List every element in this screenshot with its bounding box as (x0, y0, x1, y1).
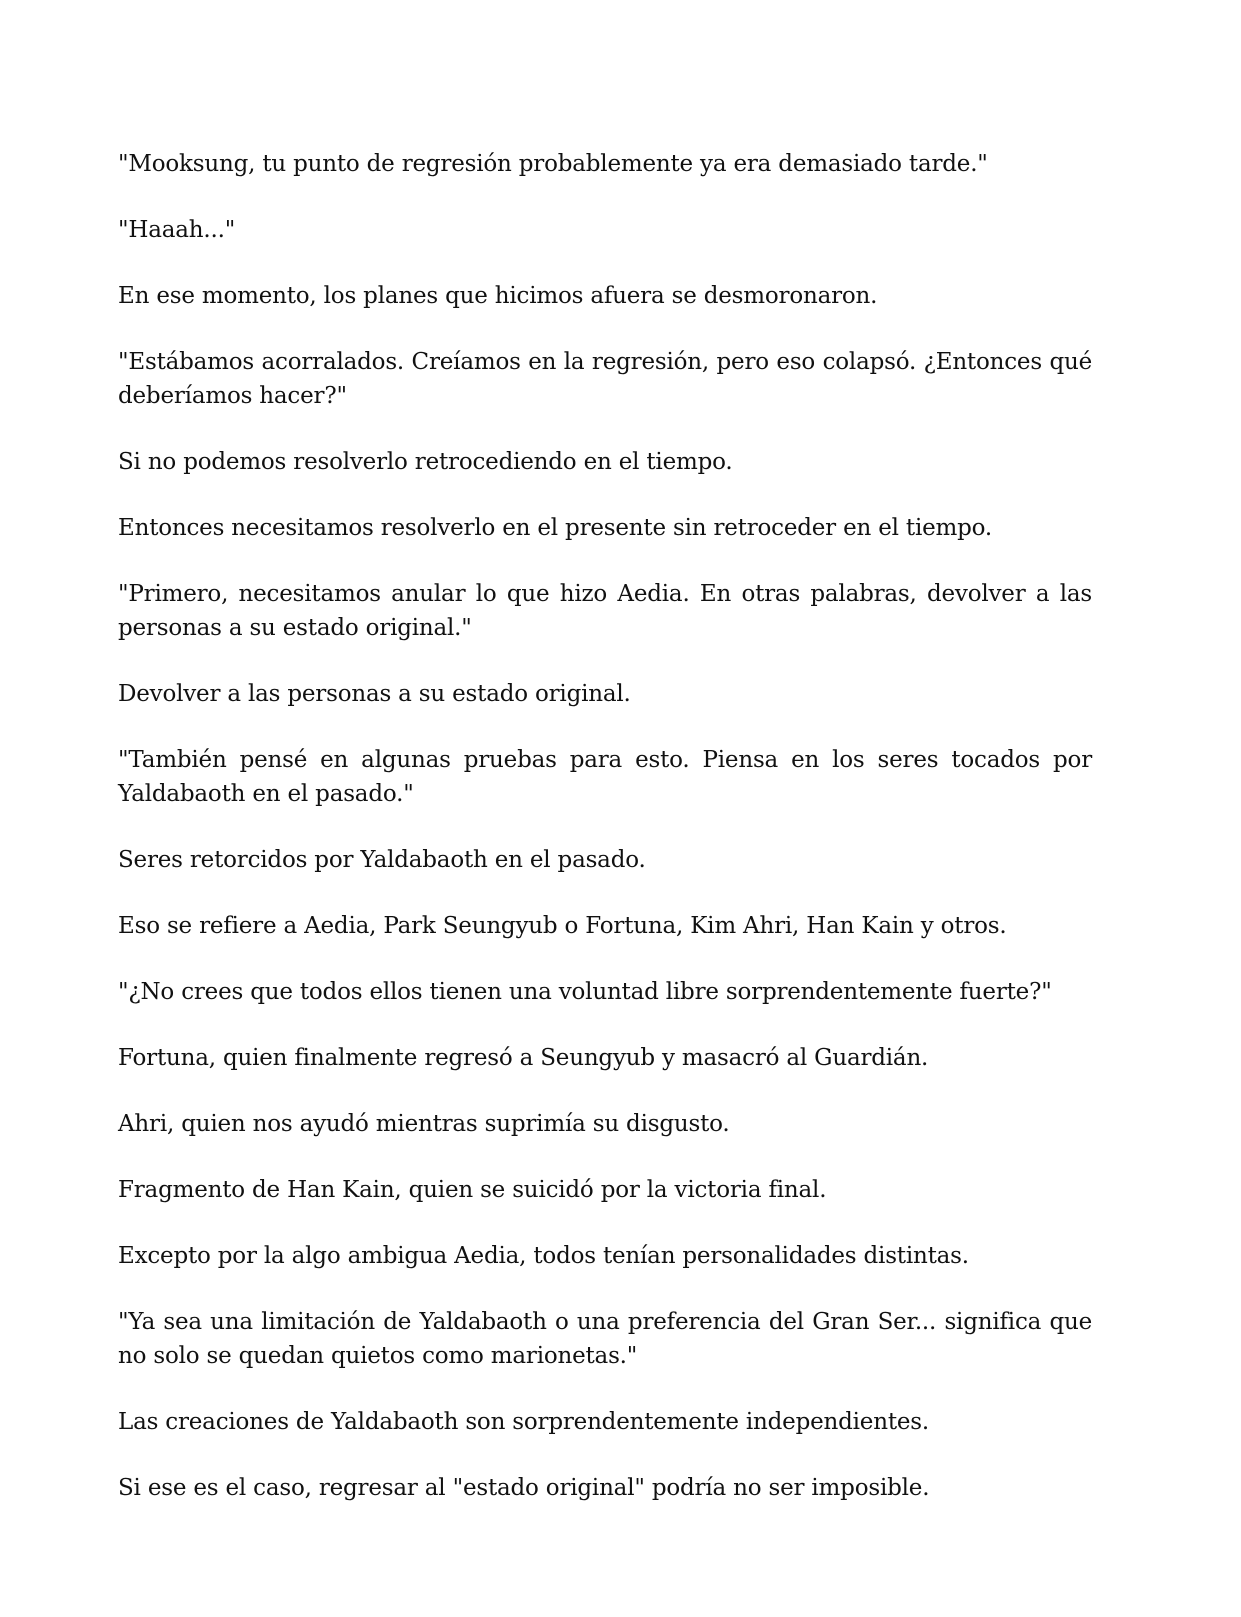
paragraph: Seres retorcidos por Yaldabaoth en el pasado. (118, 847, 646, 873)
paragraph: "¿No crees que todos ellos tienen una voluntad libre sorprendentemente fuerte?" (118, 979, 1052, 1005)
paragraph: Ahri, quien nos ayudó mientras suprimía su disgusto. (118, 1111, 730, 1137)
paragraph: En ese momento, los planes que hicimos afuera se desmoronaron. (118, 283, 878, 309)
paragraph: "Mooksung, tu punto de regresión probablemente ya era demasiado tarde." (118, 151, 988, 177)
document-body (118, 147, 1092, 1537)
paragraph: Fragmento de Han Kain, quien se suicidó por la victoria final. (118, 1177, 827, 1203)
paragraph: "Primero, necesitamos anular lo que hizo Aedia. En otras palabras, devolver a las personas a su estado original." (118, 581, 1092, 641)
paragraph: Fortuna, quien finalmente regresó a Seungyub y masacró al Guardián. (118, 1045, 929, 1071)
paragraph: Excepto por la algo ambigua Aedia, todos tenían personalidades distintas. (118, 1243, 969, 1269)
paragraph: Entonces necesitamos resolverlo en el presente sin retroceder en el tiempo. (118, 515, 992, 541)
paragraph: "Ya sea una limitación de Yaldabaoth o una preferencia del Gran Ser... significa que no solo se quedan quietos como marionetas." (118, 1309, 1092, 1369)
paragraph: "Estábamos acorralados. Creíamos en la regresión, pero eso colapsó. ¿Entonces qué deberíamos hacer?" (118, 349, 1092, 409)
paragraph: "También pensé en algunas pruebas para esto. Piensa en los seres tocados por Yaldabaoth en el pasado." (118, 747, 1092, 807)
paragraph: Las creaciones de Yaldabaoth son sorprendentemente independientes. (118, 1409, 930, 1435)
paragraph: Si ese es el caso, regresar al "estado original" podría no ser imposible. (118, 1475, 930, 1501)
paragraph: Eso se refiere a Aedia, Park Seungyub o Fortuna, Kim Ahri, Han Kain y otros. (118, 913, 1007, 939)
paragraph: Devolver a las personas a su estado original. (118, 681, 631, 707)
paragraph: "Haaah..." (118, 217, 236, 243)
paragraph: Si no podemos resolverlo retrocediendo en el tiempo. (118, 449, 733, 475)
